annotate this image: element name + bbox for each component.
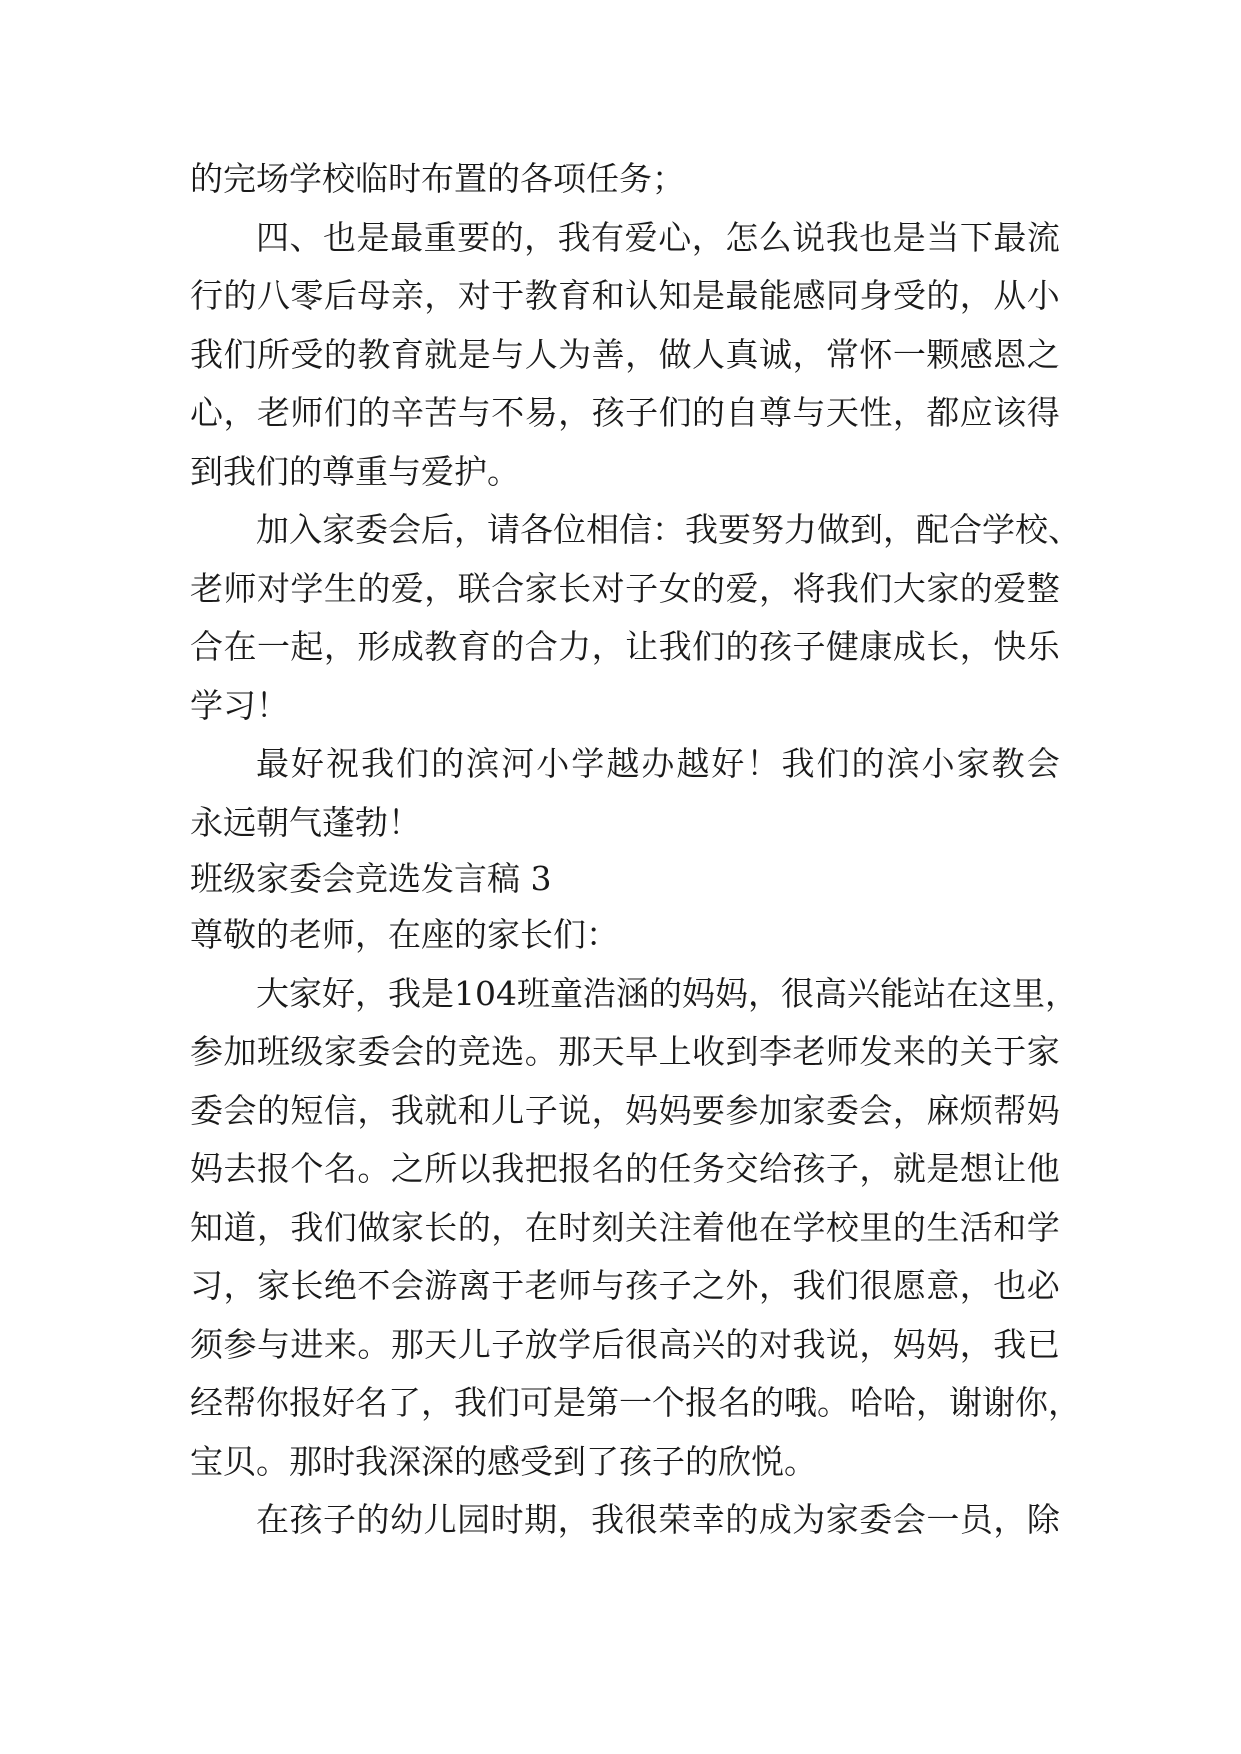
- paragraph-line: 心 ， 老 师 们 的 辛 苦 与 不 易 ， 孩 子 们 的 自 尊 与 天 性 ， 都 应 该 得: [190, 393, 1060, 432]
- paragraph-line: 习 ， 家 长 绝 不 会 游 离 于 老 师 与 孩 子 之 外 ， 我 们 很 愿 意 ， 也 必: [190, 1266, 1060, 1305]
- paragraph-line: 宝贝。那时我深深的感受到了孩子的欣悦。: [190, 1441, 817, 1481]
- paragraph-line: 合 在 一 起 ， 形 成 教 育 的 合 力 ， 让 我 们 的 孩 子 健 康 成 长 ， 快 乐: [190, 627, 1060, 666]
- paragraph-line: 最 好 祝 我 们 的 滨 河 小 学 越 办 越 好 ！ 我 们 的 滨 小 家 教 会: [256, 744, 1060, 783]
- paragraph-line: 老 师 对 学 生 的 爱 ， 联 合 家 长 对 子 女 的 爱 ， 将 我 们 大 家 的 爱 整: [190, 568, 1060, 608]
- paragraph-line: 尊敬的老师，在座的家长们：: [190, 915, 619, 954]
- paragraph-line: 学习！: [190, 685, 289, 725]
- paragraph-line: 知 道 ， 我 们 做 家 长 的 ， 在 时 刻 关 注 着 他 在 学 校 里 的 生 活 和 学: [190, 1207, 1060, 1247]
- document-body: [190, 150, 1081, 1550]
- paragraph-line: 参 加 班 级 家 委 会 的 竞 选 。 那 天 早 上 收 到 李 老 师 发 来 的 关 于 家: [190, 1032, 1060, 1071]
- paragraph-line: 委 会 的 短 信 ， 我 就 和 儿 子 说 ， 妈 妈 要 参 加 家 委 会 ， 麻 烦 帮 妈: [190, 1090, 1060, 1130]
- paragraph-line: 须 参 与 进 来 。 那 天 儿 子 放 学 后 很 高 兴 的 对 我 说 ， 妈 妈 ， 我 已: [190, 1324, 1060, 1364]
- paragraph-line: 经 帮 你 报 好 名 了 ， 我 们 可 是 第 一 个 报 名 的 哦 。 哈 哈 ， 谢 谢 你 ，: [190, 1383, 1081, 1422]
- paragraph-line: 大 家 好 ， 我 是 104 班 童 浩 涵 的 妈 妈 ， 很 高 兴 能 站 在 这 里 ，: [256, 973, 1078, 1013]
- paragraph-line: 到我们的尊重与爱护。: [190, 451, 520, 491]
- paragraph-line: 妈 去 报 个 名 。 之 所 以 我 把 报 名 的 任 务 交 给 孩 子 ， 就 是 想 让 他: [190, 1149, 1060, 1188]
- paragraph-line: 班级家委会竞选发言稿 3: [190, 859, 552, 898]
- paragraph-line: 我 们 所 受 的 教 育 就 是 与 人 为 善 ， 做 人 真 诚 ， 常 怀 一 颗 感 恩 之: [190, 334, 1060, 374]
- paragraph-line: 的完场学校临时布置的各项任务；: [190, 159, 685, 198]
- paragraph-line: 四 、 也 是 最 重 要 的 ， 我 有 爱 心 ， 怎 么 说 我 也 是 当 下 最 流: [256, 217, 1060, 257]
- paragraph-line: 永远朝气蓬勃！: [190, 802, 421, 842]
- paragraph-line: 行 的 八 零 后 母 亲 ， 对 于 教 育 和 认 知 是 最 能 感 同 身 受 的 ， 从 小: [190, 276, 1060, 315]
- paragraph-line: 在 孩 子 的 幼 儿 园 时 期 ， 我 很 荣 幸 的 成 为 家 委 会 一 员 ， 除: [256, 1500, 1060, 1539]
- paragraph-line: 加 入 家 委 会 后 ， 请 各 位 相 信 ： 我 要 努 力 做 到 ， 配 合 学 校 、: [256, 510, 1081, 549]
